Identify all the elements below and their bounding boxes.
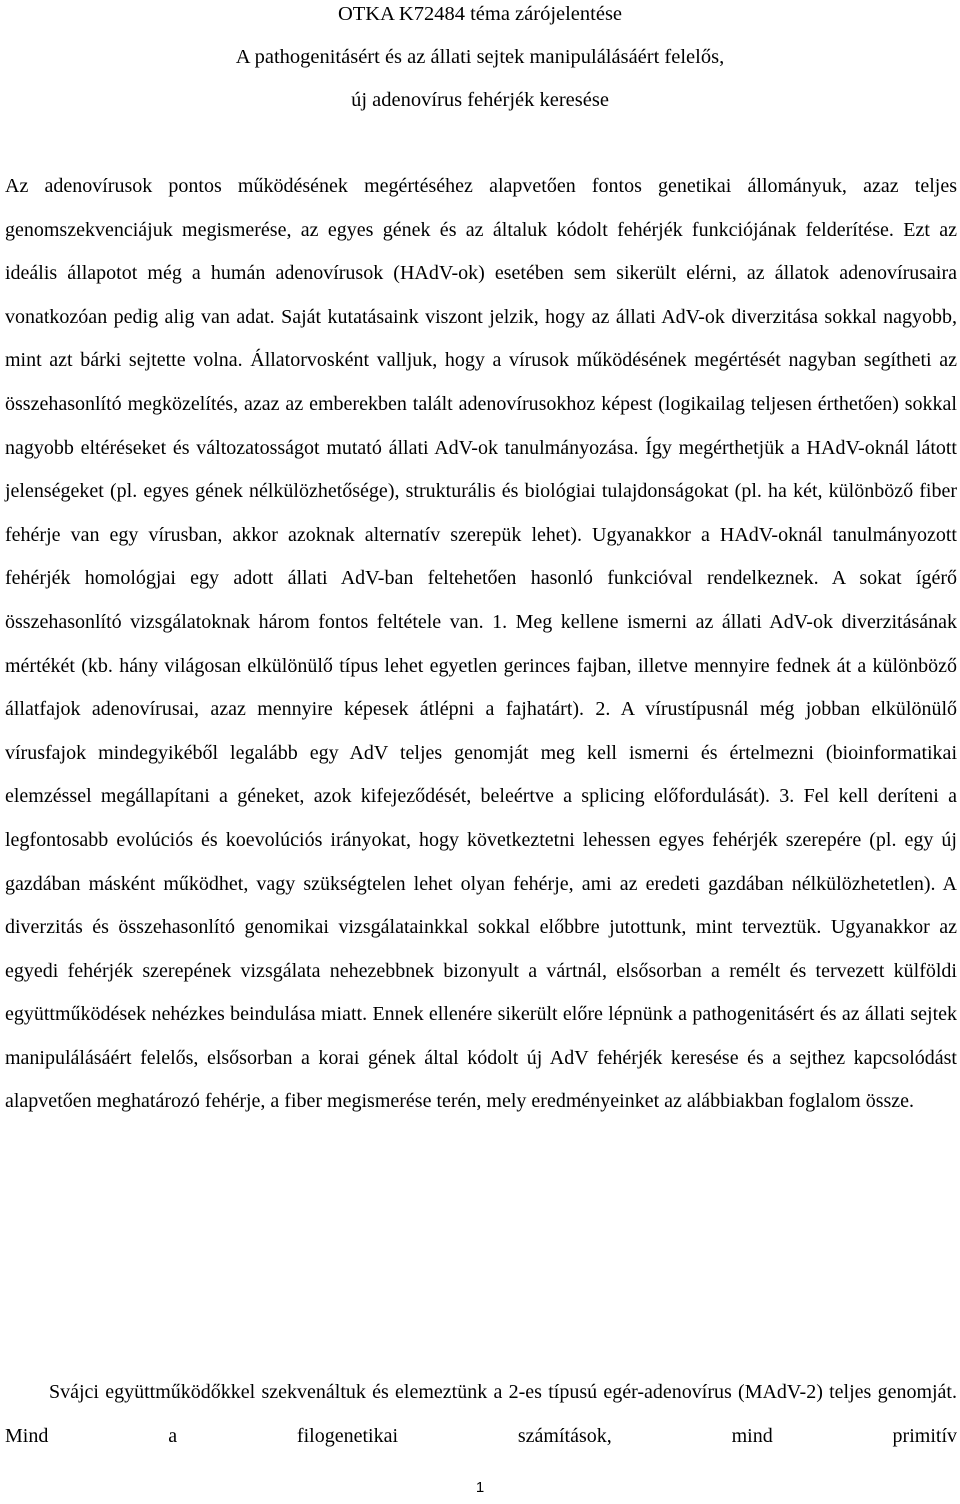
subject-title-line-1: A pathogenitásért és az állati sejtek manipulálásáért felelős, [235, 46, 725, 68]
report-title: OTKA K72484 téma zárójelentése [337, 3, 623, 25]
body-paragraph: Az adenovírusok pontos működésének megértéséhez alapvetően fontos genetikai állományuk, azaz teljes genomszekvenciájuk megismerése, az egyes gének és az általuk kódolt fehérjék funkciójának felderítése. Ezt az ideális állapotot még a humán adenovírusok (HAdV-ok) esetében sem sikerült elérni, az állatok adenovírusaira vonatkozóan pedig alig van adat. Saját kutatásaink viszont jelzik, hogy az állati AdV-ok diverzitása sokkal nagyobb, mint azt bárki sejtette volna. Állatorvosként valljuk, hogy a vírusok működésének megértését nagyban segítheti az összehasonlító megközelítés, azaz az emberekben talált adenovírusokhoz képest (logikailag teljesen érthetően) sokkal nagyobb eltéréseket és változatosságot mutató állati AdV-ok tanulmányozása. Így megérthetjük a HAdV-oknál látott jelenségeket (pl. egyes gének nélkülözhetősége), strukturális és biológiai tulajdonságokat (pl. ha két, különböző fiber fehérje van egy vírusban, akkor azoknak alternatív szerepük lehet). Ugyanakkor a HAdV-oknál tanulmányozott fehérjék homológjai egy adott állati AdV-ban feltehetően hasonló funkcióval rendelkeznek. A sokat ígérő összehasonlító vizsgálatoknak három fontos feltétele van. 1. Meg kellene ismerni az állati AdV-ok diverzitásának mértékét (kb. hány világosan elkülönülő típus lehet egyetlen gerinces fajban, illetve mennyire fednek át a különböző állatfajok adenovírusai, azaz mennyire képesek átlépni a fajhatárt). 2. A vírustípusnál még jobban elkülönülő vírusfajok mindegyikéből legalább egy AdV teljes genomját meg kell ismerni és értelmezni (bioinformatikai elemzéssel megállapítani a géneket, azok kifejeződését, beleértve a splicing előfordulását). 3. Fel kell deríteni a legfontosabb evolúciós és koevolúciós irányokat, hogy következtetni lehessen egyes fehérjék szerepére (pl. egy új gazdában másként működhet, vagy szükségtelen lehet olyan fehérje, ami az eredeti gazdában nélkülözhetetlen). A diverzitás és összehasonlító genomikai vizsgálatainkkal sokkal előbbre jutottunk, mint terveztük. Ugyanakkor az egyedi fehérjék szerepének vizsgálata nehezebbnek bizonyult a vártnál, elsősorban a remélt és tervezett külföldi együttműködések nehézkes beindulása miatt. Ennek ellenére sikerült előre lépnünk a pathogenitásért és az állati sejtek manipulálásáért felelős, elsősorban a korai gének által kódolt új AdV fehérjék keresése és a sejthez kapcsolódást alapvetően meghatározó fehérje, a fiber megismerése terén, mely eredményeinket az alábbiakban foglalom össze. [5, 175, 957, 1113]
page-number: 1 [475, 1479, 485, 1496]
subject-title-line-2: új adenovírus fehérjék keresése [351, 89, 609, 111]
body-paragraph: Svájci együttműködőkkel szekvenáltuk és elemeztünk a 2-es típusú egér-adenovírus (MAdV-2) teljes genomját. Mind a filogenetikai számítások, mind primitív [5, 1381, 957, 1447]
